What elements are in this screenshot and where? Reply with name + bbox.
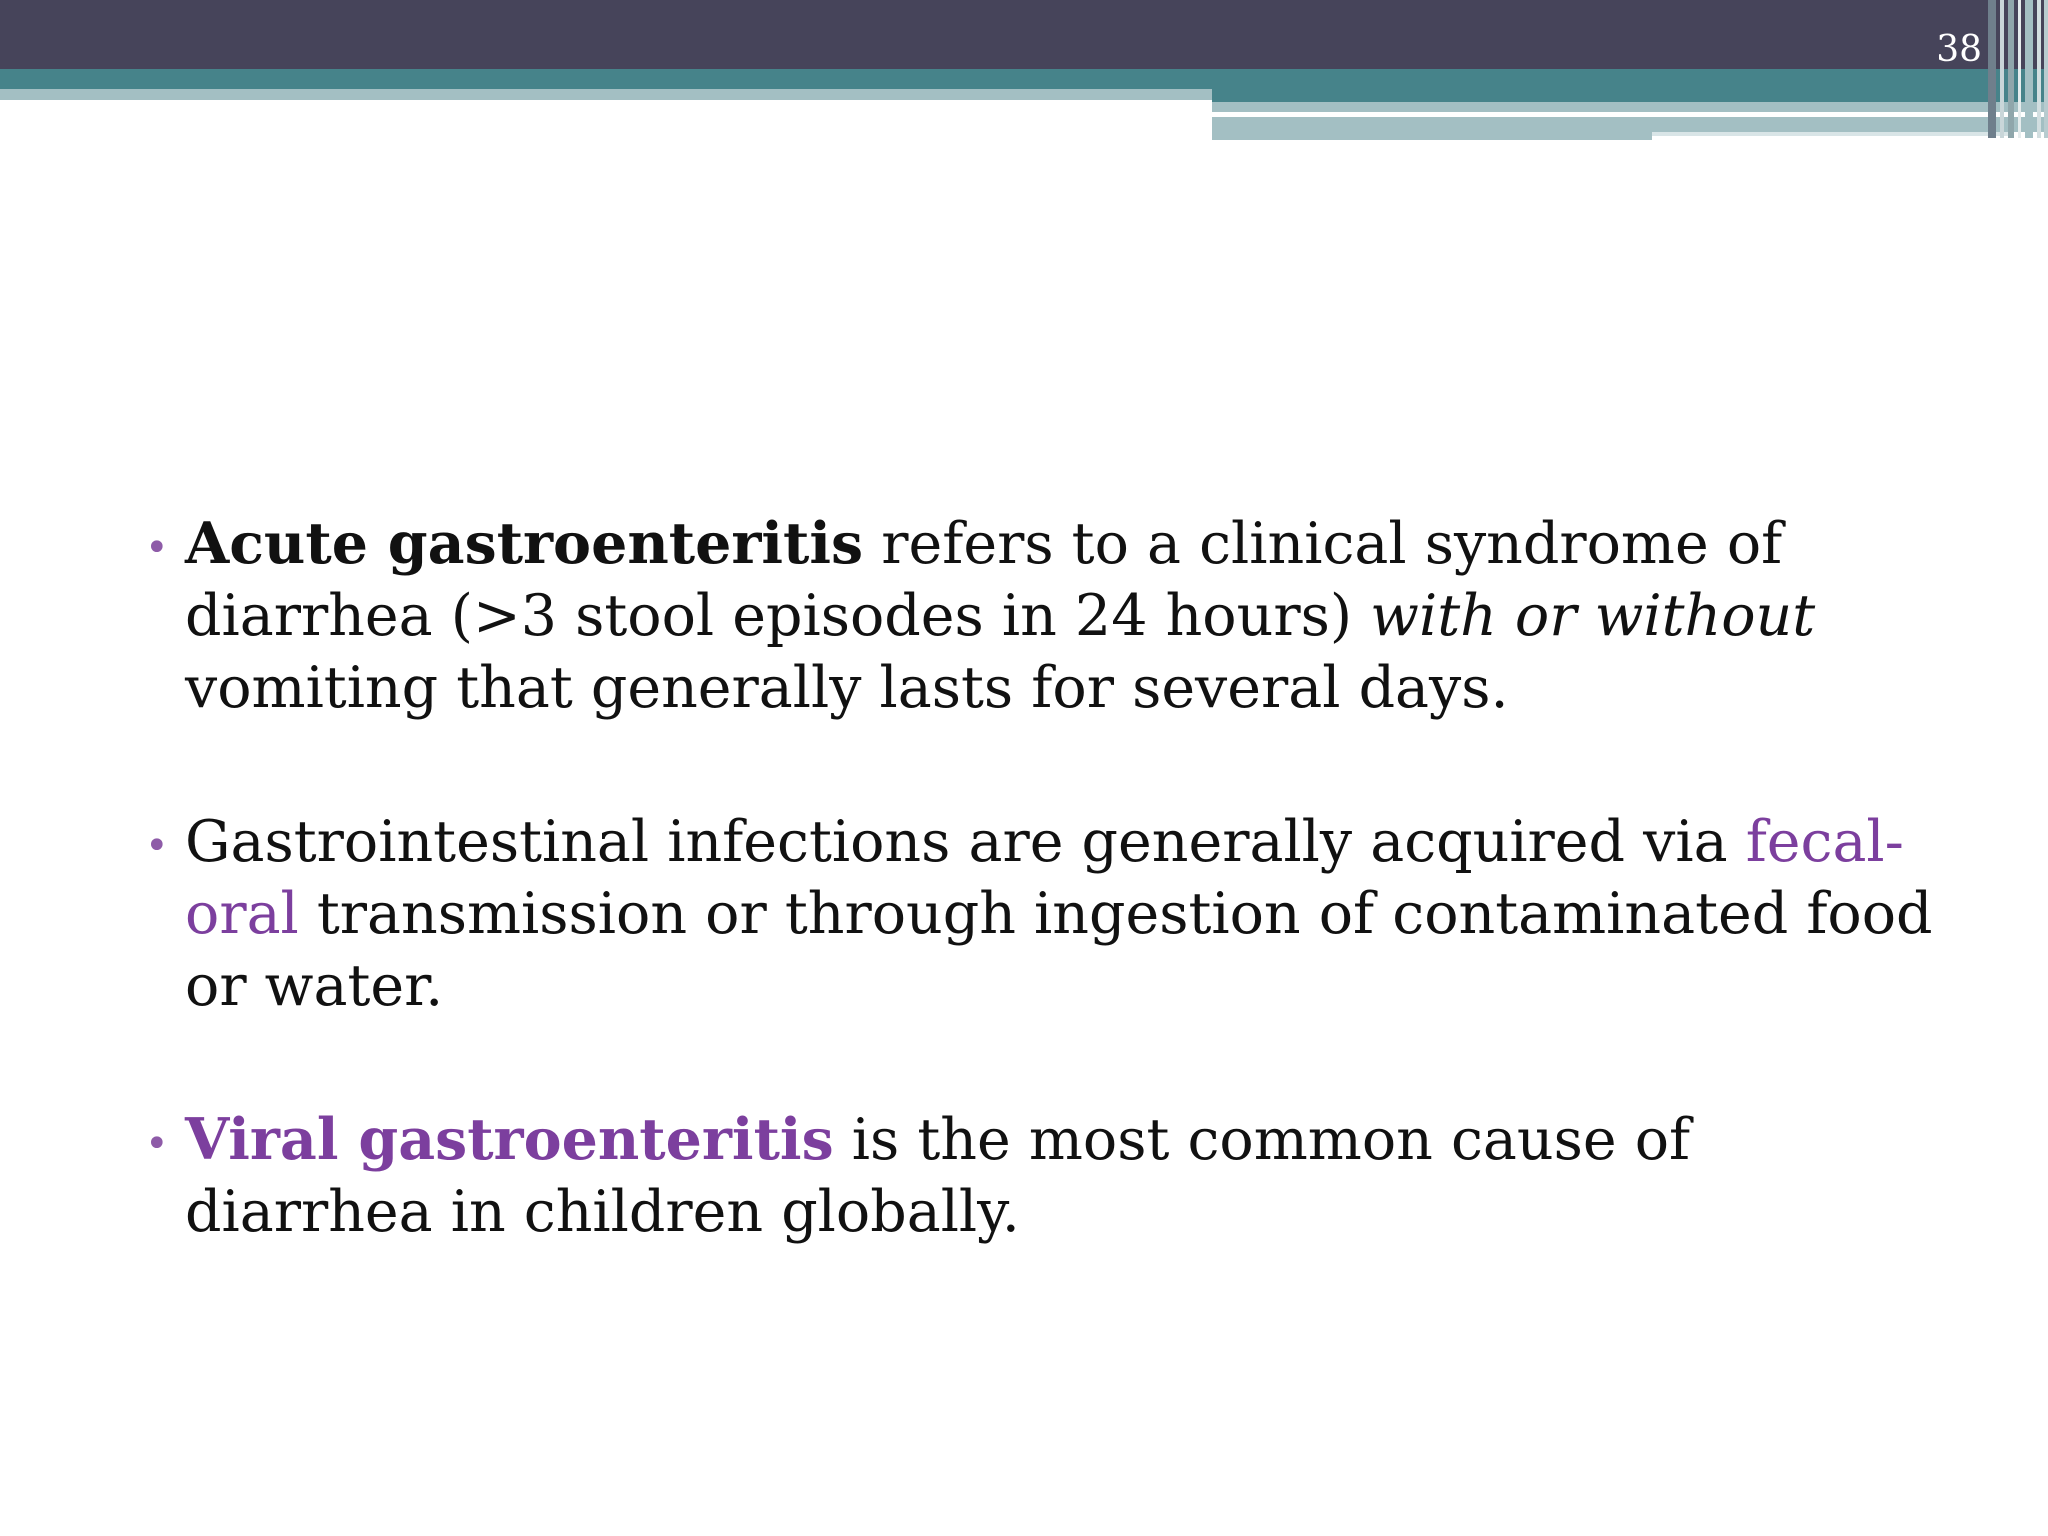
bullet-dot-icon: •	[145, 823, 169, 869]
bullet-dot-icon: •	[145, 525, 169, 571]
page-number: 38	[1936, 29, 1982, 70]
bullet-term: Acute gastroenteritis	[185, 510, 864, 577]
bullet-item	[145, 508, 1935, 724]
bullet-item	[145, 806, 1935, 1022]
bullet-highlight: fecal-oral	[185, 809, 1904, 947]
bullet-text: Gastrointestinal infections are generally acquired via	[185, 809, 1746, 875]
bullet-text: vomiting that generally lasts for several days.	[185, 655, 1509, 721]
bullet-text: is the most common cause of diarrhea in children globally.	[185, 1107, 1691, 1245]
header-bar-light-right	[1212, 102, 2048, 112]
bullet-term: Viral gastroenteritis	[185, 1106, 834, 1173]
header-vertical-stripes	[1988, 0, 2048, 138]
header-step	[1212, 132, 1652, 140]
bullet-text: transmission or through ingestion of contaminated food or water.	[185, 881, 1933, 1019]
header-bar-dark	[0, 0, 2048, 69]
bullet-text: refers to a clinical syndrome of diarrhea (>3 stool episodes in 24 hours)	[185, 511, 1783, 649]
header-step-faint	[1652, 132, 2008, 136]
bullet-emphasis: with or without	[1370, 583, 1816, 649]
bullet-item	[145, 1104, 1935, 1248]
bullet-dot-icon: •	[145, 1121, 169, 1167]
header-bar-light-left	[0, 89, 1212, 100]
header-bar-teal	[0, 69, 2048, 91]
header-bar-light-right-lower	[1212, 117, 2048, 132]
bullet-list	[145, 508, 1935, 1248]
header-bar-teal-right	[1212, 91, 2048, 102]
